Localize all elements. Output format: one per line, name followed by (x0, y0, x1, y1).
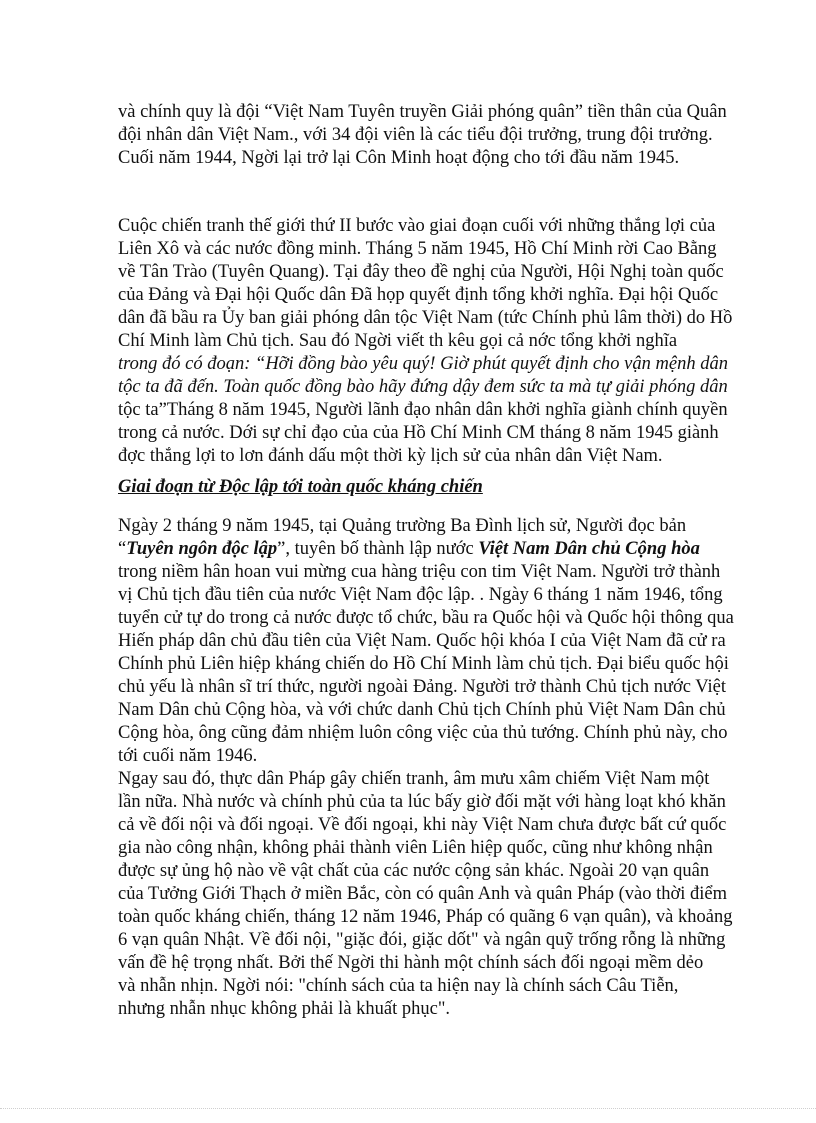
text-line: Nam Dân chủ Cộng hòa, và với chức danh Chủ tịch Chính phủ Việt Nam Dân chủ (118, 700, 726, 720)
text-line: tộc ta”Tháng 8 năm 1945, Người lãnh đạo nhân dân khởi nghĩa giành chính quyền (118, 400, 728, 420)
country-name: Việt Nam Dân chủ Cộng hòa (478, 539, 700, 559)
open-quote: “ (118, 539, 127, 559)
text-line: và nhẫn nhịn. Ngời nói: "chính sách của ta hiện nay là chính sách Câu Tiễn, (118, 976, 679, 996)
text-line: Cuối năm 1944, Ngời lại trở lại Côn Minh hoạt động cho tới đầu năm 1945. (118, 148, 680, 168)
text-line: về Tân Trào (Tuyên Quang). Tại đây theo đề nghị của Người, Hội Nghị toàn quốc (118, 262, 724, 282)
text-line: của Tưởng Giới Thạch ở miền Bắc, còn có quân Anh và quân Pháp (vào thời điểm (118, 884, 727, 904)
text-line: được sự ủng hộ nào về vật chất của các nước cộng sản khác. Ngoài 20 vạn quân (118, 861, 710, 881)
page-bottom-rule (0, 1108, 816, 1109)
quote-line: tộc ta đã đến. Toàn quốc đồng bào hãy đứng dậy đem sức ta mà tự giải phóng dân (118, 377, 728, 397)
section-heading: Giai đoạn từ Độc lập tới toàn quốc kháng chiến (118, 477, 483, 497)
text-line: Liên Xô và các nước đồng minh. Tháng 5 năm 1945, Hồ Chí Minh rời Cao Bằng (118, 239, 717, 259)
text-line: tuyển cử tự do trong cả nước được tổ chức, bầu ra Quốc hội và Quốc hội thông qua (118, 608, 734, 628)
text-line: cả về đối nội và đối ngoại. Về đối ngoại, khi này Việt Nam chưa được bất cứ quốc (118, 815, 727, 835)
text-line: gia nào công nhận, không phải thành viên Liên hiệp quốc, cũng như không nhận (118, 838, 713, 858)
text-line: Ngay sau đó, thực dân Pháp gây chiến tranh, âm mưu xâm chiếm Việt Nam một (118, 769, 710, 789)
text-line: Cộng hòa, ông cũng đảm nhiệm luôn công việc của thủ tướng. Chính phủ này, cho (118, 723, 728, 743)
text-line: dân đã bầu ra Ủy ban giải phóng dân tộc Việt Nam (tức Chính phủ lâm thời) do Hồ (118, 308, 733, 328)
text-line: vị Chủ tịch đầu tiên của nước Việt Nam độc lập. . Ngày 6 tháng 1 năm 1946, tổng (118, 585, 723, 605)
paragraph-intro (118, 101, 727, 170)
text-line: Chí Minh làm Chủ tịch. Sau đó Ngời viết th kêu gọi cả nớc tổng khởi nghĩa (118, 331, 678, 351)
text-line: Ngày 2 tháng 9 năm 1945, tại Quảng trường Ba Đình lịch sử, Người đọc bản (118, 516, 687, 536)
text-line: và chính quy là đội “Việt Nam Tuyên truyền Giải phóng quân” tiền thân của Quân (118, 102, 727, 122)
text-line-declaration (118, 538, 718, 561)
declaration-title: Tuyên ngôn độc lập (126, 539, 278, 559)
text-line: toàn quốc kháng chiến, tháng 12 năm 1946, Pháp có quãng 6 vạn quân), và khoảng (118, 907, 733, 927)
paragraph-august-revolution (118, 215, 733, 468)
text-line: Chính phủ Liên hiệp kháng chiến do Hồ Chí Minh làm chủ tịch. Đại biểu quốc hội (118, 654, 729, 674)
text-line: Hiến pháp dân chủ đầu tiên của Việt Nam. Quốc hội khóa I của Việt Nam đã cử ra (118, 631, 726, 651)
text-line: nhưng nhẫn nhục không phải là khuất phục". (118, 999, 451, 1019)
text-line: tới cuối năm 1946. (118, 746, 258, 766)
paragraph-independence (118, 515, 734, 1021)
text-line: đợc thắng lợi to lơn đánh dấu một thời kỳ lịch sử của nhân dân Việt Nam. (118, 446, 663, 466)
text-line: của Đảng và Đại hội Quốc dân Đã họp quyết định tổng khởi nghĩa. Đại hội Quốc (118, 285, 719, 305)
text-line: trong niềm hân hoan vui mừng cua hàng triệu con tim Việt Nam. Người trở thành (118, 562, 721, 582)
text-line: đội nhân dân Việt Nam., với 34 đội viên là các tiểu đội trưởng, trung đội trưởng. (118, 125, 713, 145)
text-line: chủ yếu là nhân sĩ trí thức, người ngoài Đảng. Người trở thành Chủ tịch nước Việt (118, 677, 727, 697)
quote-line: trong đó có đoạn: “Hỡi đồng bào yêu quý! Giờ phút quyết định cho vận mệnh dân (118, 354, 728, 374)
declaration-text: ”, tuyên bố thành lập nước (277, 539, 479, 559)
text-line: Cuộc chiến tranh thế giới thứ II bước vào giai đoạn cuối với những thắng lợi của (118, 216, 716, 236)
text-line: lần nữa. Nhà nước và chính phủ của ta lúc bấy giờ đối mặt với hàng loạt khó khăn (118, 792, 726, 812)
text-line: trong cả nước. Dới sự chỉ đạo của của Hồ Chí Minh CM tháng 8 năm 1945 giành (118, 423, 719, 443)
text-line: 6 vạn quân Nhật. Về đối nội, "giặc đói, giặc dốt" và ngân quỹ trống rỗng là những (118, 930, 726, 950)
text-line: vấn đề hệ trọng nhất. Bởi thế Ngời thi hành một chính sách đối ngoại mềm dẻo (118, 953, 704, 973)
